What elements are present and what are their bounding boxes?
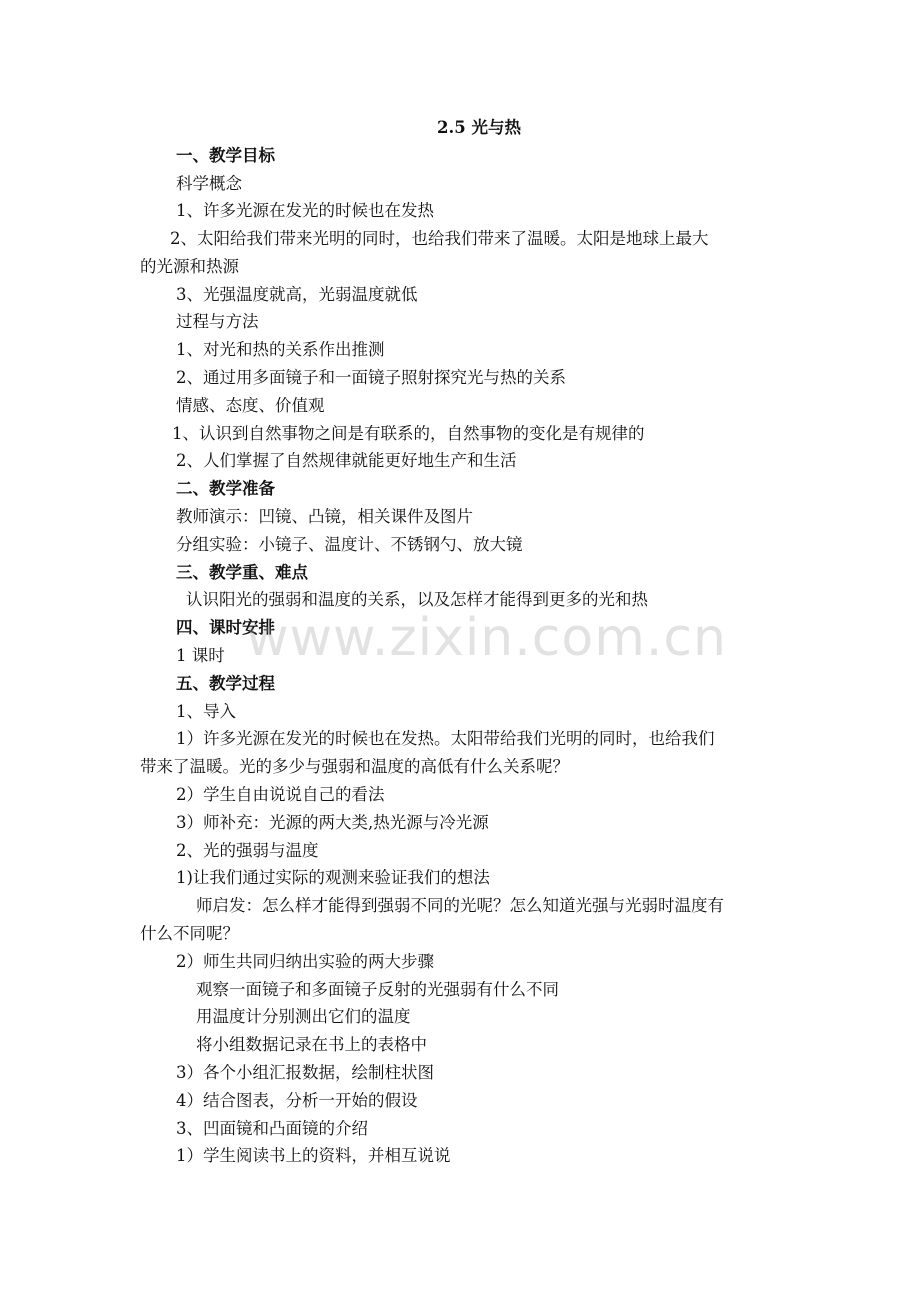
- body-line: 用温度计分别测出它们的温度: [196, 1007, 411, 1026]
- body-line: 1）许多光源在发光的时候也在发热。太阳带给我们光明的同时，也给我们: [176, 729, 715, 748]
- body-line: 1)让我们通过实际的观测来验证我们的想法: [176, 868, 490, 887]
- body-line: 2、通过用多面镜子和一面镜子照射探究光与热的关系: [176, 368, 566, 387]
- body-line: 1 课时: [176, 646, 225, 665]
- body-line: 过程与方法: [176, 312, 259, 331]
- body-line: 认识阳光的强弱和温度的关系，以及怎样才能得到更多的光和热: [186, 590, 648, 609]
- body-line: 科学概念: [176, 174, 242, 193]
- body-line: 2、人们掌握了自然规律就能更好地生产和生活: [176, 451, 517, 470]
- body-line: 情感、态度、价值观: [176, 396, 325, 415]
- body-line: 带来了温暖。光的多少与强弱和温度的高低有什么关系呢？: [140, 757, 569, 776]
- body-line: 分组实验：小镜子、温度计、不锈钢勺、放大镜: [176, 535, 523, 554]
- document-title: 2.5 光与热: [437, 118, 521, 137]
- watermark: www.zixin.com.cn: [246, 608, 727, 668]
- body-line: 的光源和热源: [140, 257, 239, 276]
- body-line: 2）学生自由说说自己的看法: [176, 785, 385, 804]
- section-heading: 一、教学目标: [176, 146, 275, 165]
- body-line: 2、光的强弱与温度: [176, 841, 319, 860]
- body-line: 1、许多光源在发光的时候也在发热: [176, 201, 434, 220]
- body-line: 师启发：怎么样才能得到强弱不同的光呢？怎么知道光强与光弱时温度有: [196, 896, 724, 915]
- body-line: 1、对光和热的关系作出推测: [176, 340, 385, 359]
- section-heading: 二、教学准备: [176, 479, 275, 498]
- section-heading: 五、教学过程: [176, 674, 275, 693]
- body-line: 将小组数据记录在书上的表格中: [196, 1035, 427, 1054]
- body-line: 1）学生阅读书上的资料，并相互说说: [176, 1146, 451, 1165]
- body-line: 3、光强温度就高，光弱温度就低: [176, 285, 418, 304]
- body-line: 3、凹面镜和凸面镜的介绍: [176, 1119, 368, 1138]
- body-line: 1、认识到自然事物之间是有联系的，自然事物的变化是有规律的: [172, 424, 645, 443]
- body-line: 3）师补充：光源的两大类,热光源与冷光源: [176, 813, 489, 832]
- section-heading: 四、课时安排: [176, 618, 275, 637]
- body-line: 观察一面镜子和多面镜子反射的光强弱有什么不同: [196, 980, 559, 999]
- body-line: 4）结合图表，分析一开始的假设: [176, 1091, 418, 1110]
- body-line: 2）师生共同归纳出实验的两大步骤: [176, 952, 434, 971]
- body-line: 2、太阳给我们带来光明的同时，也给我们带来了温暖。太阳是地球上最大: [170, 229, 709, 248]
- body-line: 1、导入: [176, 702, 236, 721]
- body-line: 3）各个小组汇报数据，绘制柱状图: [176, 1063, 434, 1082]
- section-heading: 三、教学重、难点: [176, 563, 308, 582]
- body-line: 教师演示：凹镜、凸镜，相关课件及图片: [176, 507, 473, 526]
- body-line: 什么不同呢？: [140, 924, 239, 943]
